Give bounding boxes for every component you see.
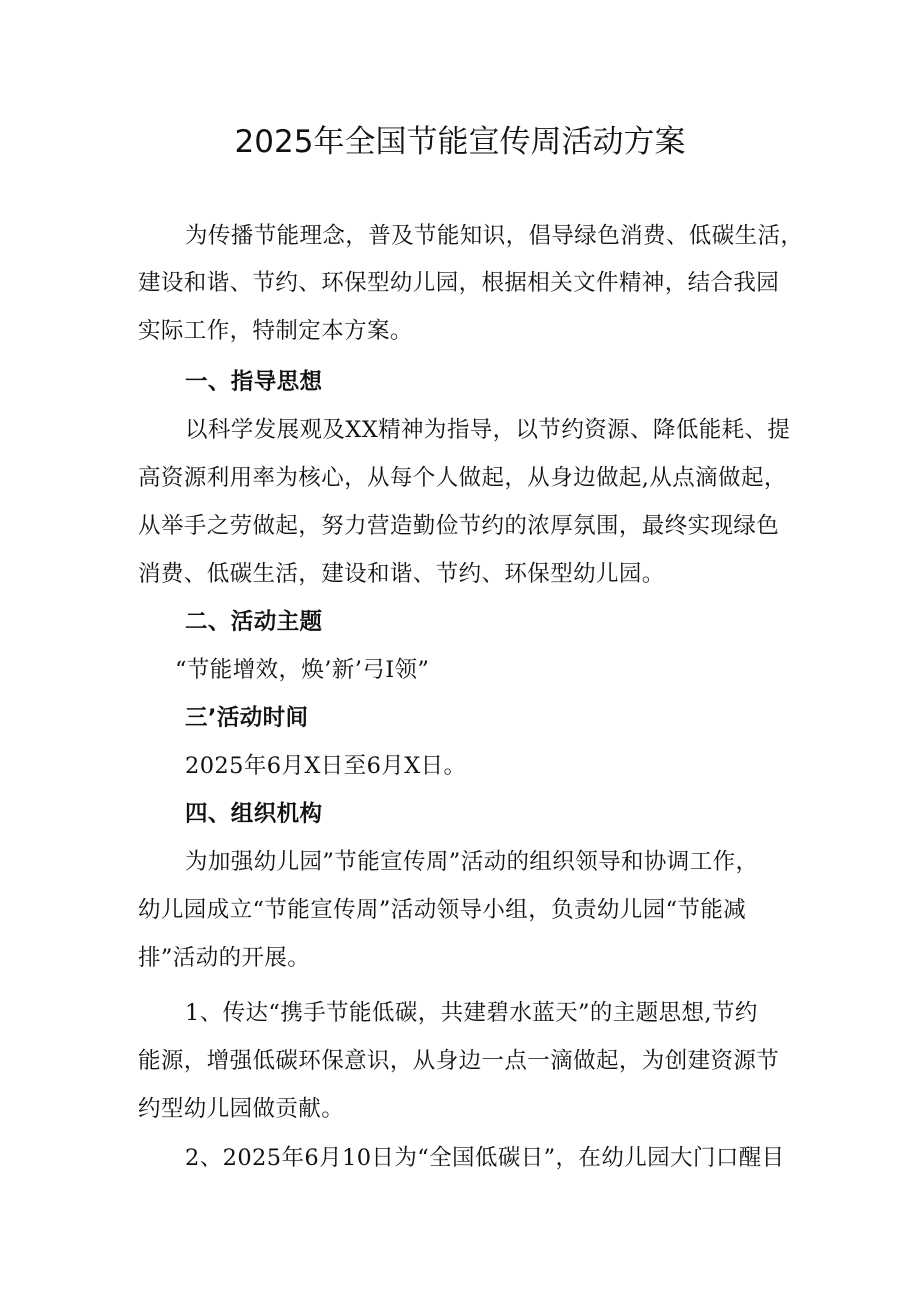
intro-line: 建设和谐、节约、环保型幼儿园，根据相关文件精神，结合我园 [138, 270, 780, 296]
body-line: 为加强幼儿园”节能宣传周”活动的组织领导和协调工作， [185, 849, 759, 875]
intro-line: 为传播节能理念，普及节能知识，倡导绿色消费、低碳生活， [185, 223, 804, 249]
body-line: 从举手之劳做起，努力营造勤俭节约的浓厚氛围，最终实现绿色 [138, 513, 780, 539]
list-item-1-line: 1、传达“携手节能低碳，共建碧水蓝天”的主题思想,节约 [185, 1000, 758, 1026]
time-line: 2025年6月X日至6月X日。 [185, 753, 467, 779]
list-item-1-line: 约型幼儿园做贡献。 [138, 1096, 345, 1122]
list-item-1-line: 能源，增强低碳环保意识，从身边一点一滴做起，为创建资源节 [138, 1048, 780, 1074]
document-title: 2025年全国节能宣传周活动方案 [234, 124, 686, 160]
body-line: 排”活动的开展。 [138, 945, 311, 971]
section-heading-theme: 二、活动主题 [185, 609, 323, 635]
section-heading-time: 三’活动时间 [185, 705, 309, 731]
body-line: 以科学发展观及XX精神为指导，以节约资源、降低能耗、提 [185, 417, 791, 443]
intro-line: 实际工作，特制定本方案。 [138, 318, 413, 344]
body-line: 高资源利用率为核心，从每个人做起，从身边做起,从点滴做起， [138, 465, 787, 491]
list-item-2-line: 2、2025年6月10日为“全国低碳日”，在幼儿园大门口醒目 [185, 1145, 785, 1171]
theme-line: “节能增效，焕’新’弓I领” [175, 657, 430, 683]
section-heading-organization: 四、组织机构 [185, 801, 323, 827]
body-line: 幼儿园成立“节能宣传周”活动领导小组，负责幼儿园“节能减 [138, 897, 747, 923]
section-heading-guiding-ideology: 一、指导思想 [185, 369, 323, 395]
body-line: 消费、低碳生活，建设和谐、节约、环保型幼儿园。 [138, 561, 665, 587]
